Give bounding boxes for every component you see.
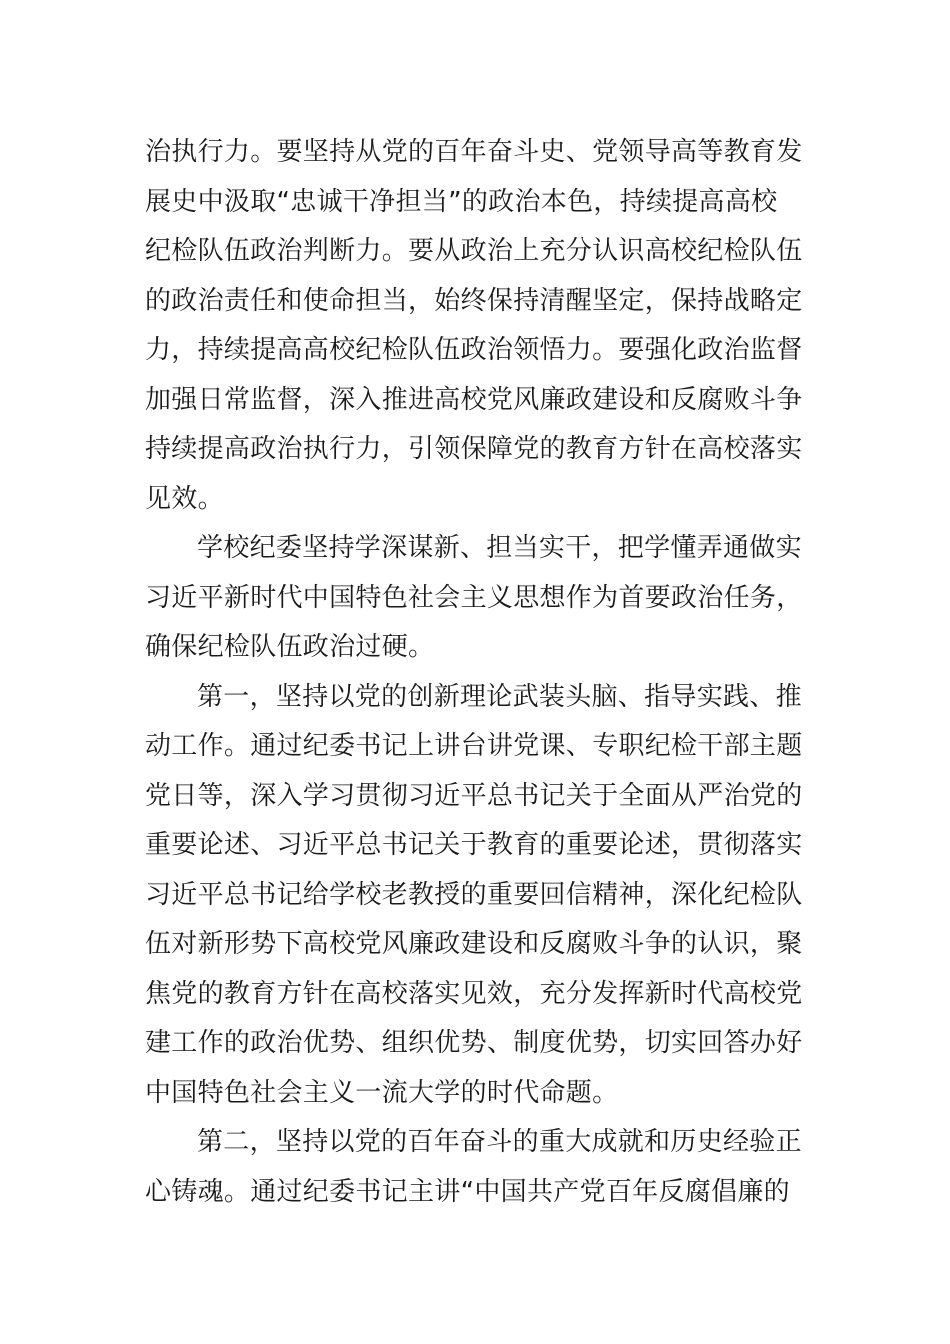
text-line: 纪检队伍政治判断力。要从政治上充分认识高校纪检队伍	[145, 236, 803, 266]
document-body	[145, 128, 810, 1217]
text-line: 展史中汲取“忠诚干净担当”的政治本色，持续提高高校	[145, 186, 778, 217]
text-line: 党日等，深入学习贯彻习近平总书记关于全面从严治党的	[145, 780, 803, 811]
text-line: 中国特色社会主义一流大学的时代命题。	[145, 1077, 619, 1108]
text-line: 建工作的政治优势、组织优势、制度优势，切实回答办好	[145, 1028, 803, 1058]
text-line: 习近平总书记给学校老教授的重要回信精神，深化纪检队	[145, 879, 803, 910]
text-line: 加强日常监督，深入推进高校党风廉政建设和反腐败斗争	[145, 384, 803, 415]
text-line: 重要论述、习近平总书记关于教育的重要论述，贯彻落实	[145, 830, 803, 860]
text-line: 焦党的教育方针在高校落实见效，充分发挥新时代高校党	[145, 978, 803, 1009]
text-line: 力，持续提高高校纪检队伍政治领悟力。要强化政治监督	[145, 335, 803, 365]
text-line: 心铸魂。通过纪委书记主讲“中国共产党百年反腐倡廉的	[145, 1176, 790, 1207]
text-line: 习近平新时代中国特色社会主义思想作为首要政治任务，	[145, 582, 803, 613]
text-line: 的政治责任和使命担当，始终保持清醒坚定，保持战略定	[145, 285, 803, 316]
text-line: 动工作。通过纪委书记上讲台讲党课、专职纪检干部主题	[145, 731, 803, 761]
text-line: 确保纪检队伍政治过硬。	[145, 632, 435, 662]
paragraph-first-line: 第二，坚持以党的百年奋斗的重大成就和历史经验正	[197, 1127, 802, 1157]
text-line: 伍对新形势下高校党风廉政建设和反腐败斗争的认识，聚	[145, 929, 803, 959]
paragraph-first-line: 学校纪委坚持学深谋新、担当实干，把学懂弄通做实	[197, 533, 802, 563]
paragraph-first-line: 第一，坚持以党的创新理论武装头脑、指导实践、推	[197, 681, 802, 712]
text-line: 见效。	[145, 483, 224, 514]
text-line: 治执行力。要坚持从党的百年奋斗史、党领导高等教育发	[145, 137, 803, 167]
text-line: 持续提高政治执行力，引领保障党的教育方针在高校落实	[145, 434, 803, 464]
